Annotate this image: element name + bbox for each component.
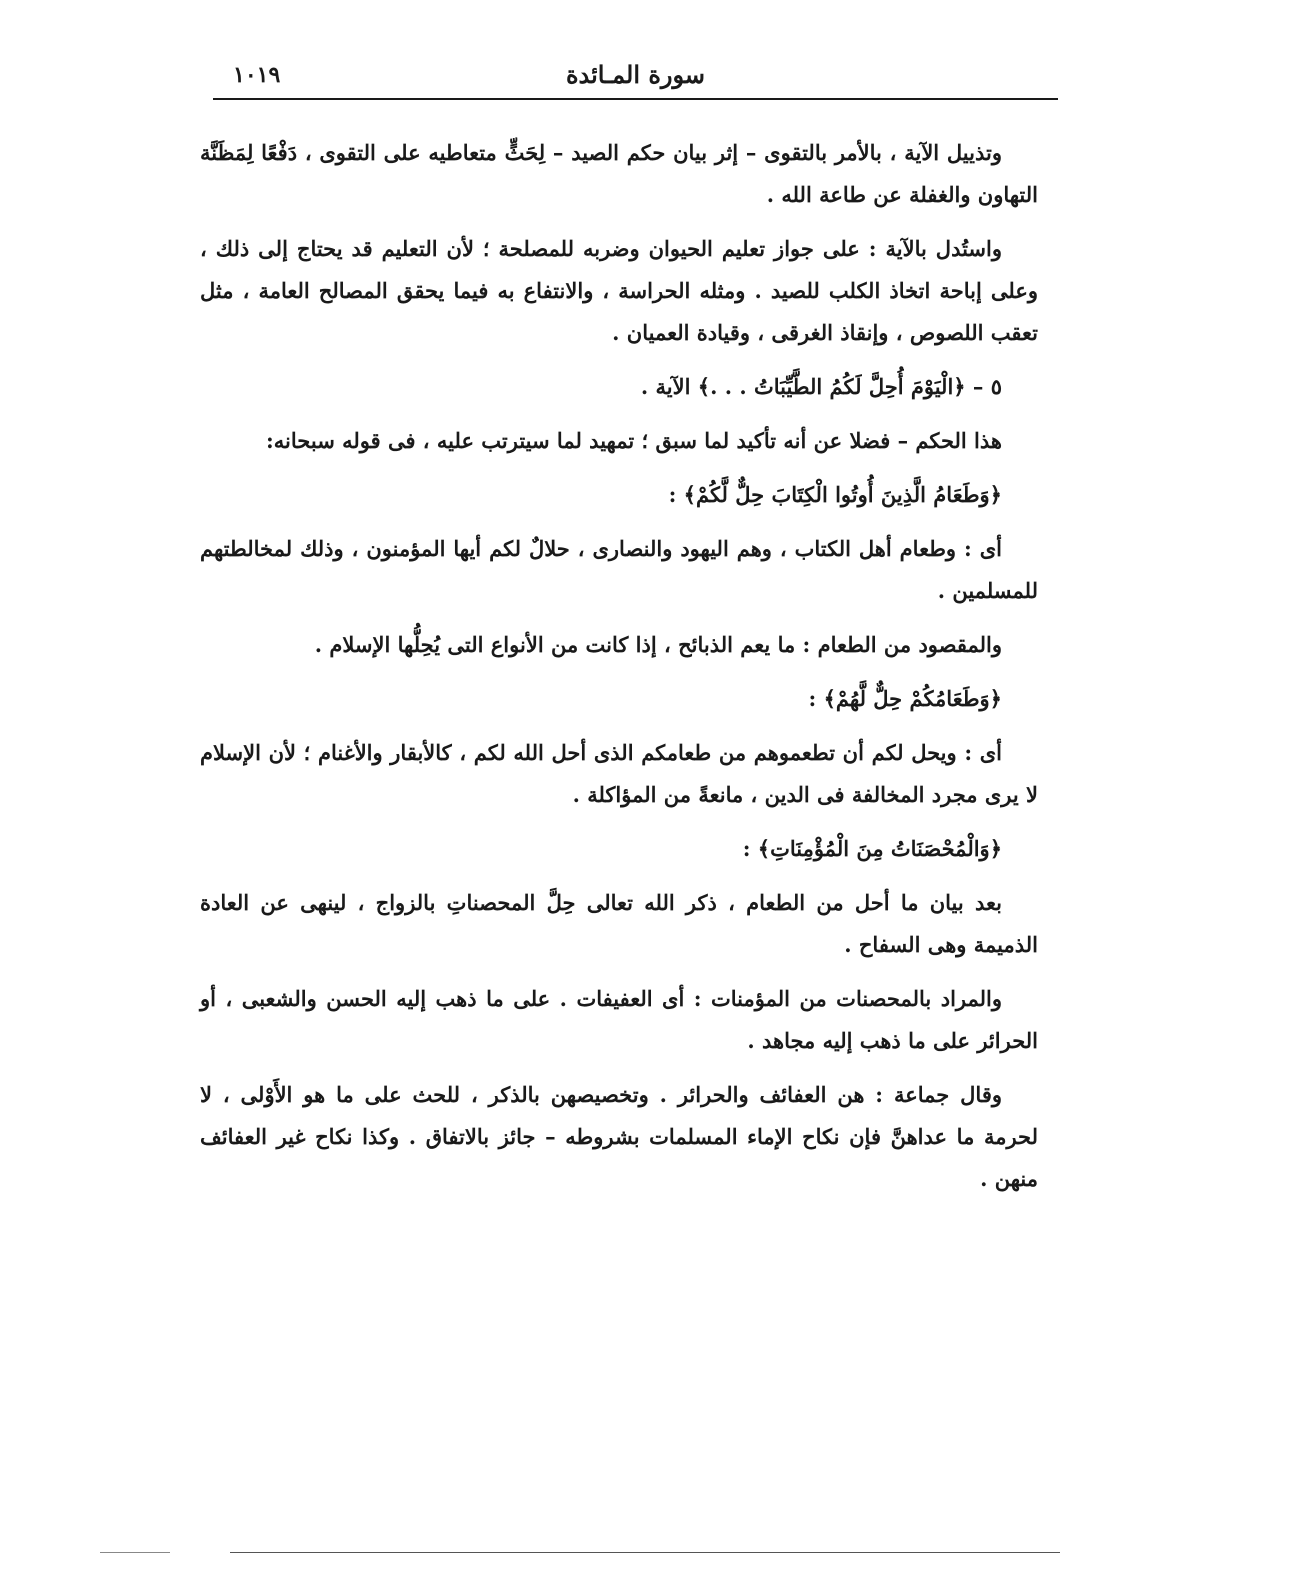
paragraph-verse-heading: ٥ – ﴿الْيَوْمَ أُحِلَّ لَكُمُ الطَّيِّبَاتُ . . .﴾ الآية .	[640, 374, 1002, 399]
quranic-quote: ﴿وَطَعَامُكُمْ حِلٌّ لَّهُمْ﴾ :	[808, 686, 1002, 711]
paragraph-explanation: أى : وطعام أهل الكتاب ، وهم اليهود والنصارى ، حلالٌ لكم أيها المؤمنون ، وذلك لمخالطتهم للمسلمين .	[200, 536, 1038, 603]
paragraph-meaning: والمراد بالمحصنات من المؤمنات : أى العفيفات . على ما ذهب إليه الحسن والشعبى ، أو الحرائر على ما ذهب إليه مجاهد .	[200, 986, 1038, 1053]
quranic-quote: ﴿وَالْمُحْصَنَاتُ مِنَ الْمُؤْمِنَاتِ﴾ :	[742, 836, 1002, 861]
paragraph-food-meaning: والمقصود من الطعام : ما يعم الذبائح ، إذا كانت من الأنواع التى يُحِلُّها الإسلام .	[314, 632, 1002, 657]
footer-divider	[230, 1552, 1060, 1553]
running-header	[213, 60, 1058, 96]
paragraph-ruling: هذا الحكم – فضلا عن أنه تأكيد لما سبق ؛ تمهيد لما سيترتب عليه ، فى قوله سبحانه:	[266, 428, 1002, 453]
surah-title: سورة المـائدة	[565, 60, 706, 89]
paragraph-explanation: أى : ويحل لكم أن تطعموهم من طعامكم الذى أحل الله لكم ، كالأبقار والأغنام ؛ لأن الإسلام لا يرى مجرد المخالفة فى الدين ، مانعةً من المؤاكلة .	[200, 740, 1038, 807]
paragraph-inference: واستُدل بالآية : على جواز تعليم الحيوان وضربه للمصلحة ؛ لأن التعليم قد يحتاج إلى ذلك ، وعلى إباحة اتخاذ الكلب للصيد . ومثله الحراسة ، والانتفاع به فيما يحقق المصالح العامة ، مثل تعقب اللصوص ، وإنقاذ الغرقى ، وقيادة العميان .	[200, 236, 1038, 345]
quranic-quote: ﴿وَطَعَامُ الَّذِينَ أُوتُوا الْكِتَابَ حِلٌّ لَّكُمْ﴾ :	[668, 482, 1002, 507]
header-divider	[213, 98, 1058, 100]
commentary-text	[200, 132, 1038, 1212]
page-number: ١٠١٩	[233, 62, 281, 88]
paragraph-marriage: بعد بيان ما أحل من الطعام ، ذكر الله تعالى حِلَّ المحصناتِ بالزواج ، لينهى عن العادة الذميمة وهى السفاح .	[200, 890, 1038, 957]
footer-divider-left	[100, 1552, 170, 1553]
paragraph-verse-closing: وتذييل الآية ، بالأمر بالتقوى – إثر بيان حكم الصيد – لِحَثٍّ متعاطيه على التقوى ، دَفْعًا لِمَظَنَّة التهاون والغفلة عن طاعة الله .	[200, 140, 1038, 207]
paragraph-opinion: وقال جماعة : هن العفائف والحرائر . وتخصيصهن بالذكر ، للحث على ما هو الأَوْلى ، لا لحرمة ما عداهنَّ فإن نكاح الإماء المسلمات بشروطه – جائز بالاتفاق . وكذا نكاح غير العفائف منهن .	[200, 1082, 1038, 1191]
